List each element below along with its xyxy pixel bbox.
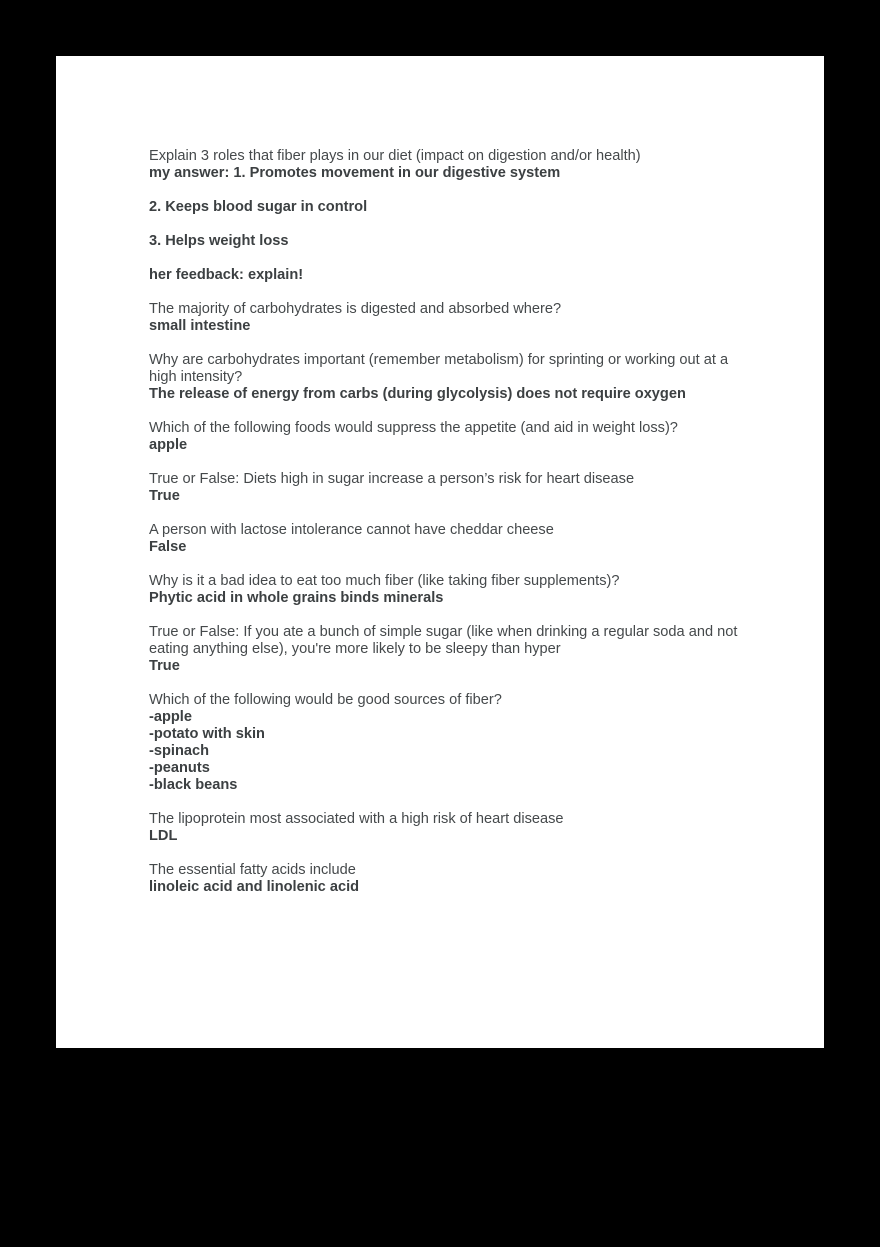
feedback-block xyxy=(149,267,739,284)
answer-text: 2. Keeps blood sugar in control xyxy=(149,199,368,215)
answer-text: LDL xyxy=(149,828,178,844)
document-content xyxy=(149,148,739,913)
answer-text: True xyxy=(149,658,180,674)
qa-block xyxy=(149,301,739,335)
feedback-text: her feedback: explain! xyxy=(149,267,304,283)
answer-text: 3. Helps weight loss xyxy=(149,233,289,249)
question-text: True or False: Diets high in sugar increase a person’s risk for heart disease xyxy=(149,471,635,487)
answer-block xyxy=(149,199,739,216)
answer-block xyxy=(149,233,739,250)
question-text: The lipoprotein most associated with a high risk of heart disease xyxy=(149,811,564,827)
answer-list-item: -apple xyxy=(149,709,192,725)
qa-block-fiber-roles xyxy=(149,148,739,182)
answer-text: my answer: 1. Promotes movement in our digestive system xyxy=(149,165,561,181)
question-text: Explain 3 roles that fiber plays in our diet (impact on digestion and/or health) xyxy=(149,148,641,164)
answer-list-item: -spinach xyxy=(149,743,210,759)
question-text: A person with lactose intolerance cannot have cheddar cheese xyxy=(149,522,554,538)
question-text: True or False: If you ate a bunch of simple sugar (like when drinking a regular soda and not eating anything else), you're more likely to be sleepy than hyper xyxy=(149,624,738,657)
qa-block xyxy=(149,624,739,675)
question-text: Why is it a bad idea to eat too much fiber (like taking fiber supplements)? xyxy=(149,573,620,589)
answer-text: small intestine xyxy=(149,318,251,334)
qa-block xyxy=(149,862,739,896)
answer-text: True xyxy=(149,488,180,504)
answer-text: False xyxy=(149,539,187,555)
answer-list-item: -potato with skin xyxy=(149,726,265,742)
answer-text: linoleic acid and linolenic acid xyxy=(149,879,360,895)
question-text: Why are carbohydrates important (remember metabolism) for sprinting or working out at a high intensity? xyxy=(149,352,729,385)
question-text: Which of the following foods would suppress the appetite (and aid in weight loss)? xyxy=(149,420,678,436)
question-text: The essential fatty acids include xyxy=(149,862,356,878)
qa-block xyxy=(149,522,739,556)
question-text: The majority of carbohydrates is digested and absorbed where? xyxy=(149,301,562,317)
answer-text: The release of energy from carbs (during glycolysis) does not require oxygen xyxy=(149,386,686,402)
qa-block xyxy=(149,573,739,607)
answer-text: Phytic acid in whole grains binds minerals xyxy=(149,590,444,606)
qa-block xyxy=(149,811,739,845)
answer-text: apple xyxy=(149,437,188,453)
qa-block xyxy=(149,471,739,505)
answer-list-item: -black beans xyxy=(149,777,238,793)
qa-block-fiber-sources xyxy=(149,692,739,794)
question-text: Which of the following would be good sources of fiber? xyxy=(149,692,502,708)
qa-block xyxy=(149,352,739,403)
document-page xyxy=(56,56,824,1048)
answer-list-item: -peanuts xyxy=(149,760,210,776)
qa-block xyxy=(149,420,739,454)
